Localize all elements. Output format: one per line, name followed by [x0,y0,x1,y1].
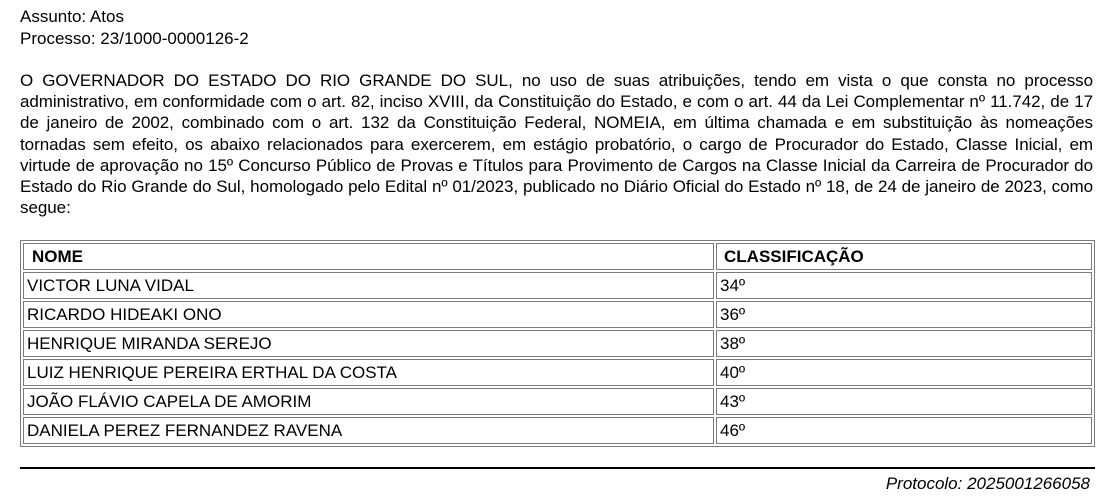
nominee-name: LUIZ HENRIQUE PEREIRA ERTHAL DA COSTA [23,359,714,386]
footer-divider [20,467,1095,469]
table-row [23,359,1092,386]
table-row [23,417,1092,444]
nominee-name: RICARDO HIDEAKI ONO [23,301,714,328]
table-header-row [23,243,1092,270]
process-number: Processo: 23/1000-0000126-2 [20,29,249,48]
nominee-classification: 46º [716,417,1092,444]
nominee-classification: 43º [716,388,1092,415]
nominee-name: DANIELA PEREZ FERNANDEZ RAVENA [23,417,714,444]
table-row [23,388,1092,415]
protocol-number: Protocolo: 2025001266058 [885,474,1090,493]
column-header-classification: CLASSIFICAÇÃO [716,243,1092,270]
nominee-name: VICTOR LUNA VIDAL [23,272,714,299]
nominee-name: HENRIQUE MIRANDA SEREJO [23,330,714,357]
nominees-table [20,240,1095,447]
column-header-name: NOME [23,243,714,270]
nominee-classification: 34º [716,272,1092,299]
table-row [23,272,1092,299]
nominee-classification: 36º [716,301,1092,328]
nominee-classification: 38º [716,330,1092,357]
subject-line: Assunto: Atos [20,7,124,26]
nominee-name: JOÃO FLÁVIO CAPELA DE AMORIM [23,388,714,415]
table-row [23,330,1092,357]
nominee-classification: 40º [716,359,1092,386]
nomination-paragraph: O GOVERNADOR DO ESTADO DO RIO GRANDE DO SUL, no uso de suas atribuições, tendo em vista o que consta no processo administrativo, em conformidade com o art. 82, inciso XVIII, da Constituição do Estado, e com o art. 44 da Lei Complementar nº 11.742, de 17 de janeiro de 2002, combinado com o art. 132 da Constituição Federal, NOMEIA, em última chamada e em substituição às nomeações tornadas sem efeito, os abaixo relacionados para exercerem, em estágio probatório, o cargo de Procurador do Estado, Classe Inicial, em virtude de aprovação no 15º Concurso Público de Provas e Títulos para Provimento de Cargos na Classe Inicial da Carreira de Procurador do Estado do Rio Grande do Sul, homologado pelo Edital nº 01/2023, publicado no Diário Oficial do Estado nº 18, de 24 de janeiro de 2023, como segue: [20,71,1093,218]
document-header [20,6,249,50]
table-row [23,301,1092,328]
